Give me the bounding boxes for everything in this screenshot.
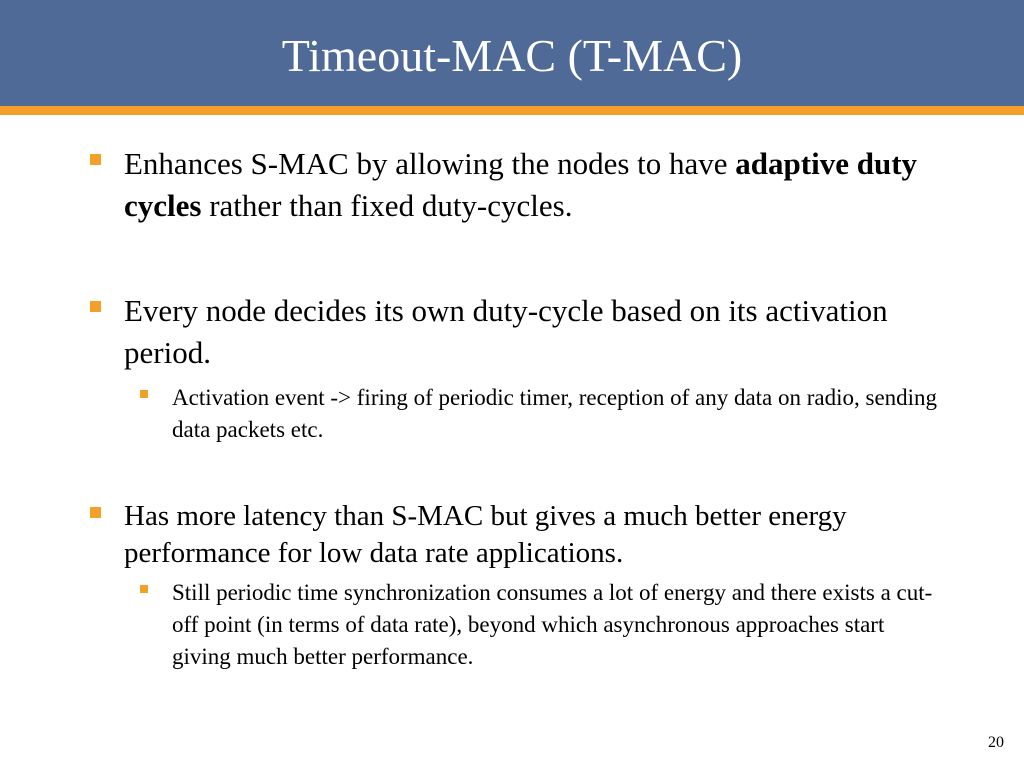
bullet-1-text [124,143,970,227]
square-bullet-icon [140,390,148,398]
bullet-1-bold-term: adaptive duty cycles [124,146,918,223]
title-bar [0,0,1024,106]
page-number: 20 [988,734,1004,751]
square-bullet-icon [140,585,148,593]
slide-title: Timeout-MAC (T-MAC) [281,30,743,81]
bullet-1-text-end: rather than fixed duty-cycles. [201,188,573,223]
square-bullet-icon [90,507,101,518]
square-bullet-icon [90,301,101,312]
bullet-2-text: Every node decides its own duty-cycle based on its activation period. [124,293,888,370]
sub-bullet-3-1-text: Still periodic time synchronization consumes a lot of energy and there exists a cut-off point (in terms of data rate), beyond which asynchronous approaches start giving much better performance. [172,580,933,669]
bullet-3-text: Has more latency than S-MAC but gives a much better energy performance for low data rate applications. [124,500,847,569]
bullet-1-text-start: Enhances S-MAC by allowing the nodes to have [124,146,736,181]
accent-divider [0,106,1024,115]
square-bullet-icon [90,154,101,165]
sub-bullet-2-1-text: Activation event -> firing of periodic timer, reception of any data on radio, sending data packets etc. [172,385,938,442]
